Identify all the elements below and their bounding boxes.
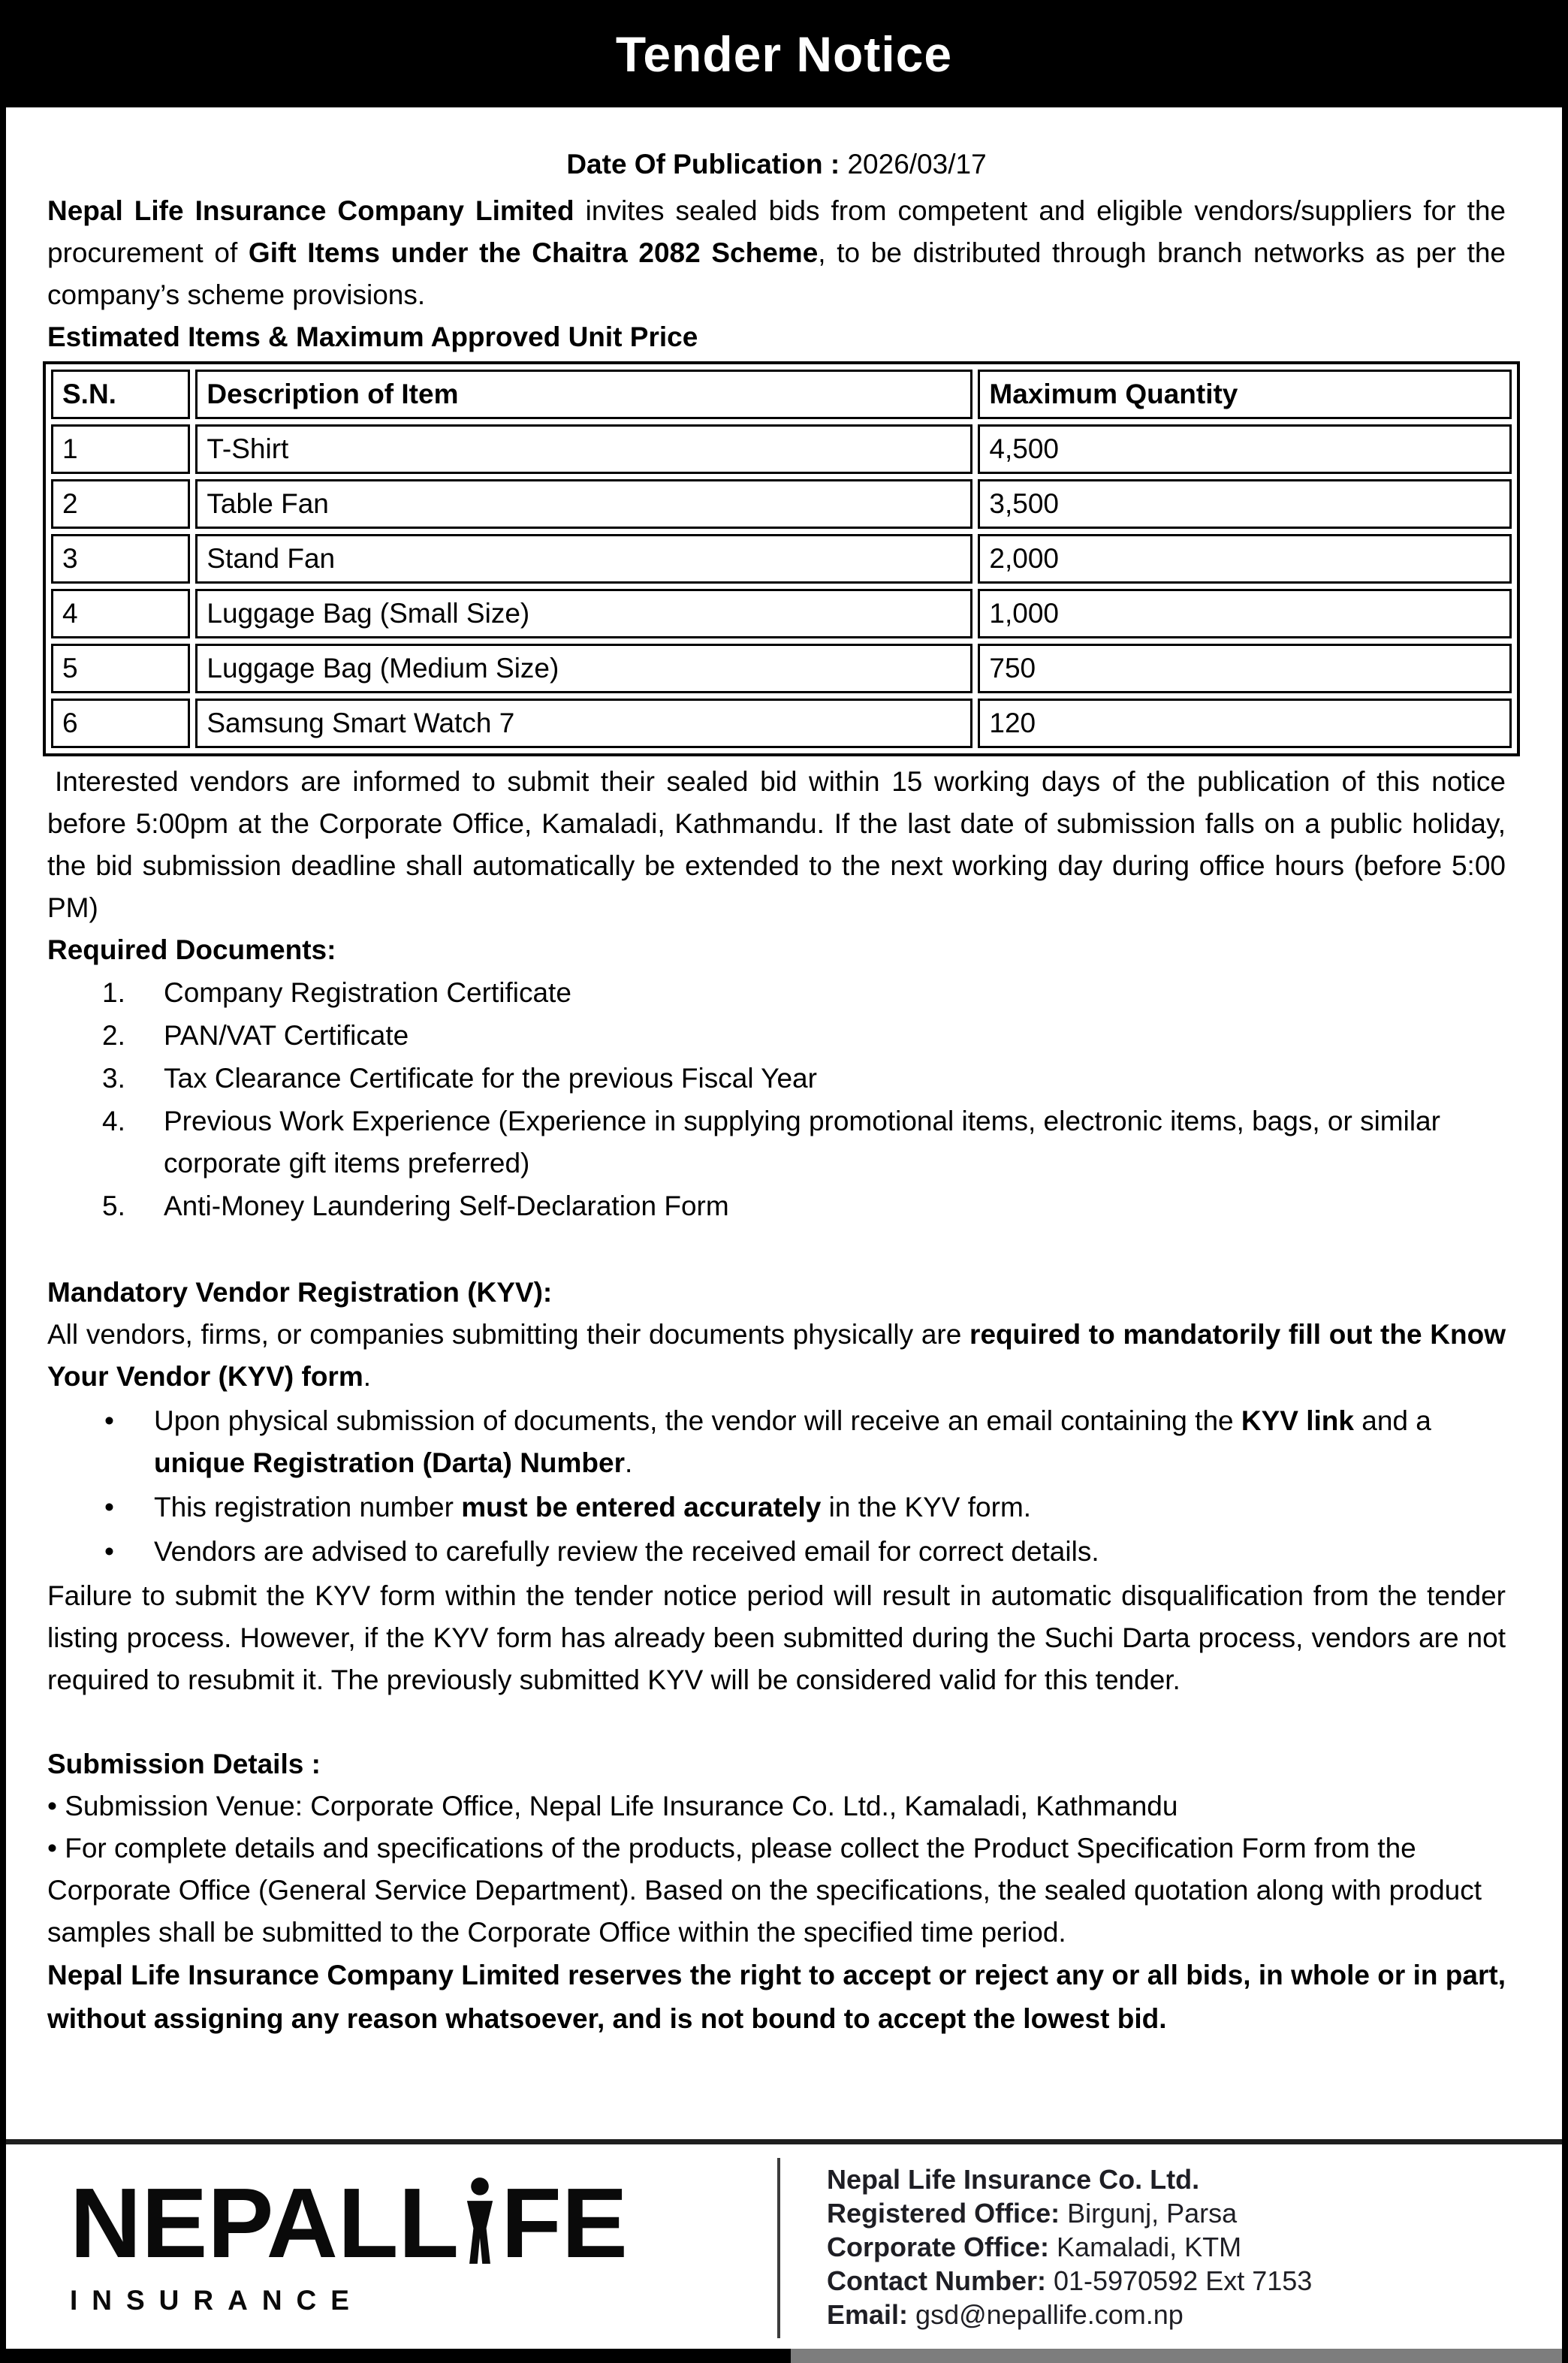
bullet-marker: • (104, 1405, 114, 1436)
cell-sn: 4 (51, 589, 190, 638)
bullet-text (154, 1531, 1506, 1573)
footer (6, 2144, 1562, 2349)
document-frame (0, 107, 1568, 2363)
footer-line-value: Birgunj, Parsa (1060, 2197, 1238, 2229)
cell-quantity: 2,000 (978, 534, 1512, 584)
reservation-paragraph: Nepal Life Insurance Company Limited reserves the right to accept or reject any or all bids, in whole or in part, without assigning any reason whatsoever, and is not bound to accept the lowest bid. (47, 1960, 1506, 2034)
bullet-item (47, 1531, 1506, 1573)
logo-text-left: NEPALL (70, 2168, 460, 2278)
footer-logo-block (6, 2144, 777, 2349)
bullet-seg: . (625, 1447, 633, 1478)
bullet-item (47, 1400, 1506, 1484)
cell-sn: 5 (51, 644, 190, 693)
table-row (51, 699, 1512, 748)
kyv-intro-post: . (363, 1361, 372, 1392)
intro-paragraph (47, 190, 1506, 316)
table-row (51, 534, 1512, 584)
footer-line (827, 2264, 1562, 2298)
list-number: 5. (102, 1191, 125, 1221)
table-row (51, 644, 1512, 693)
bullet-seg: Upon physical submission of documents, the vendor will receive an email containing the (154, 1405, 1241, 1436)
cell-description: Luggage Bag (Small Size) (195, 589, 972, 638)
list-text: Tax Clearance Certificate for the previous Fiscal Year (164, 1063, 817, 1094)
document-content (6, 107, 1562, 2139)
table-row (51, 479, 1512, 529)
list-item (47, 1185, 1506, 1227)
bullet-bold: unique Registration (Darta) Number (154, 1447, 625, 1478)
logo-subtitle: INSURANCE (70, 2285, 363, 2316)
cell-sn: 2 (51, 479, 190, 529)
cell-description: Table Fan (195, 479, 972, 529)
bullet-item (47, 1486, 1506, 1529)
table-row (51, 589, 1512, 638)
table-row (51, 424, 1512, 474)
footer-line (827, 2196, 1562, 2230)
list-number: 1. (102, 977, 125, 1008)
cell-quantity: 750 (978, 644, 1512, 693)
footer-email-value: gsd@nepallife.com.np (908, 2298, 1184, 2330)
footer-line-value: Kamaladi, KTM (1049, 2231, 1242, 2262)
bullet-text (154, 1400, 1506, 1484)
kyv-heading: Mandatory Vendor Registration (KYV): (47, 1277, 553, 1308)
submission-venue-line: • Submission Venue: Corporate Office, Nepal Life Insurance Co. Ltd., Kamaladi, Kathmandu (47, 1791, 1178, 1821)
items-table (43, 361, 1520, 756)
list-number: 3. (102, 1063, 125, 1094)
list-item (47, 1058, 1506, 1100)
bottom-bar (6, 2349, 1562, 2363)
cell-description: Stand Fan (195, 534, 972, 584)
intro-company-name: Nepal Life Insurance Company Limited (47, 195, 574, 226)
cell-description: Luggage Bag (Medium Size) (195, 644, 972, 693)
cell-quantity: 120 (978, 699, 1512, 748)
list-text: Company Registration Certificate (164, 977, 571, 1008)
bottom-bar-right (791, 2349, 1562, 2363)
bullet-bold: must be entered accurately (461, 1492, 822, 1523)
cell-quantity: 1,000 (978, 589, 1512, 638)
footer-contact-block (780, 2144, 1562, 2349)
publication-date-label: Date Of Publication : (566, 149, 840, 180)
table-header-row (51, 370, 1512, 419)
submission-specs-line: • For complete details and specifications of the products, please collect the Product Specification Form from the Corporate Office (General Service Department). Based on the specifications, the sealed quotation along with product samples shall be submitted to the Corporate Office within the specified time period. (47, 1833, 1482, 1948)
cell-description: T-Shirt (195, 424, 972, 474)
footer-line-label: Email: (827, 2298, 909, 2330)
list-text: Previous Work Experience (Experience in supplying promotional items, electronic items, bags, or similar corporate gift items preferred) (164, 1106, 1440, 1178)
bullet-seg: Vendors are advised to carefully review the received email for correct details. (154, 1536, 1099, 1567)
cell-sn: 1 (51, 424, 190, 474)
kyv-intro-paragraph (47, 1314, 1506, 1398)
intro-scheme-name: Gift Items under the Chaitra 2082 Scheme (248, 237, 819, 268)
bullet-marker: • (104, 1536, 114, 1567)
footer-line (827, 2298, 1562, 2331)
nepallife-logo (70, 2168, 777, 2278)
intro-segment-1: invites sealed bids from competent and eligible vendors/suppliers for the procurement of (47, 195, 1506, 268)
footer-line-label: Contact Number: (827, 2265, 1047, 2296)
list-text: PAN/VAT Certificate (164, 1020, 409, 1051)
list-text: Anti-Money Laundering Self-Declaration Form (164, 1191, 729, 1221)
list-number: 4. (102, 1106, 125, 1136)
header-band (0, 0, 1568, 107)
footer-line-label: Corporate Office: (827, 2231, 1050, 2262)
bullet-text (154, 1486, 1506, 1529)
footer-line-label: Registered Office: (827, 2197, 1060, 2229)
kyv-intro-pre: All vendors, firms, or companies submitting their documents physically are (47, 1319, 970, 1350)
footer-line-value: 01-5970592 Ext 7153 (1046, 2265, 1313, 2296)
bullet-marker: • (104, 1492, 114, 1523)
publication-date-line (47, 143, 1506, 186)
col-header-description: Description of Item (195, 370, 972, 419)
bullet-bold: KYV link (1241, 1405, 1354, 1436)
required-documents-heading: Required Documents: (47, 934, 336, 965)
footer-divider (6, 2139, 1562, 2144)
cell-quantity: 4,500 (978, 424, 1512, 474)
kyv-failure-paragraph: Failure to submit the KYV form within the tender notice period will result in automatic disqualification from the tender listing process. However, if the KYV form has already been submitted during the Suchi Darta process, vendors are not required to resubmit it. The previously submitted KYV will be considered valid for this tender. (47, 1580, 1506, 1695)
bullet-seg: in the KYV form. (821, 1492, 1032, 1523)
bottom-bar-left (6, 2349, 791, 2363)
list-item (47, 1015, 1506, 1057)
intro-segment-2: , to be distributed through branch networks as per the company’s scheme provisions. (47, 237, 1506, 310)
bullet-seg: This registration number (154, 1492, 462, 1523)
logo-text-right: FE (501, 2168, 628, 2278)
cell-sn: 3 (51, 534, 190, 584)
bullet-seg: and a (1354, 1405, 1431, 1436)
cell-description: Samsung Smart Watch 7 (195, 699, 972, 748)
footer-company-name: Nepal Life Insurance Co. Ltd. (827, 2163, 1200, 2195)
list-number: 2. (102, 1020, 125, 1051)
submission-details-heading: Submission Details : (47, 1749, 321, 1779)
col-header-sn: S.N. (51, 370, 190, 419)
col-header-quantity: Maximum Quantity (978, 370, 1512, 419)
cell-quantity: 3,500 (978, 479, 1512, 529)
person-icon (460, 2177, 499, 2265)
cell-sn: 6 (51, 699, 190, 748)
submission-note-paragraph: Interested vendors are informed to submit their sealed bid within 15 working days of the publication of this notice before 5:00pm at the Corporate Office, Kamaladi, Kathmandu. If the last date of submission falls on a public holiday, the bid submission deadline shall automatically be extended to the next working day during office hours (before 5:00 PM) (47, 766, 1506, 923)
kyv-intro-bold: required to mandatorily fill out the Know Your Vendor (KYV) form (47, 1319, 1506, 1392)
items-section-heading: Estimated Items & Maximum Approved Unit Price (47, 321, 698, 352)
list-item (47, 1100, 1506, 1185)
page-title: Tender Notice (615, 26, 953, 82)
list-item (47, 972, 1506, 1014)
publication-date-value: 2026/03/17 (847, 149, 987, 180)
footer-line (827, 2230, 1562, 2264)
